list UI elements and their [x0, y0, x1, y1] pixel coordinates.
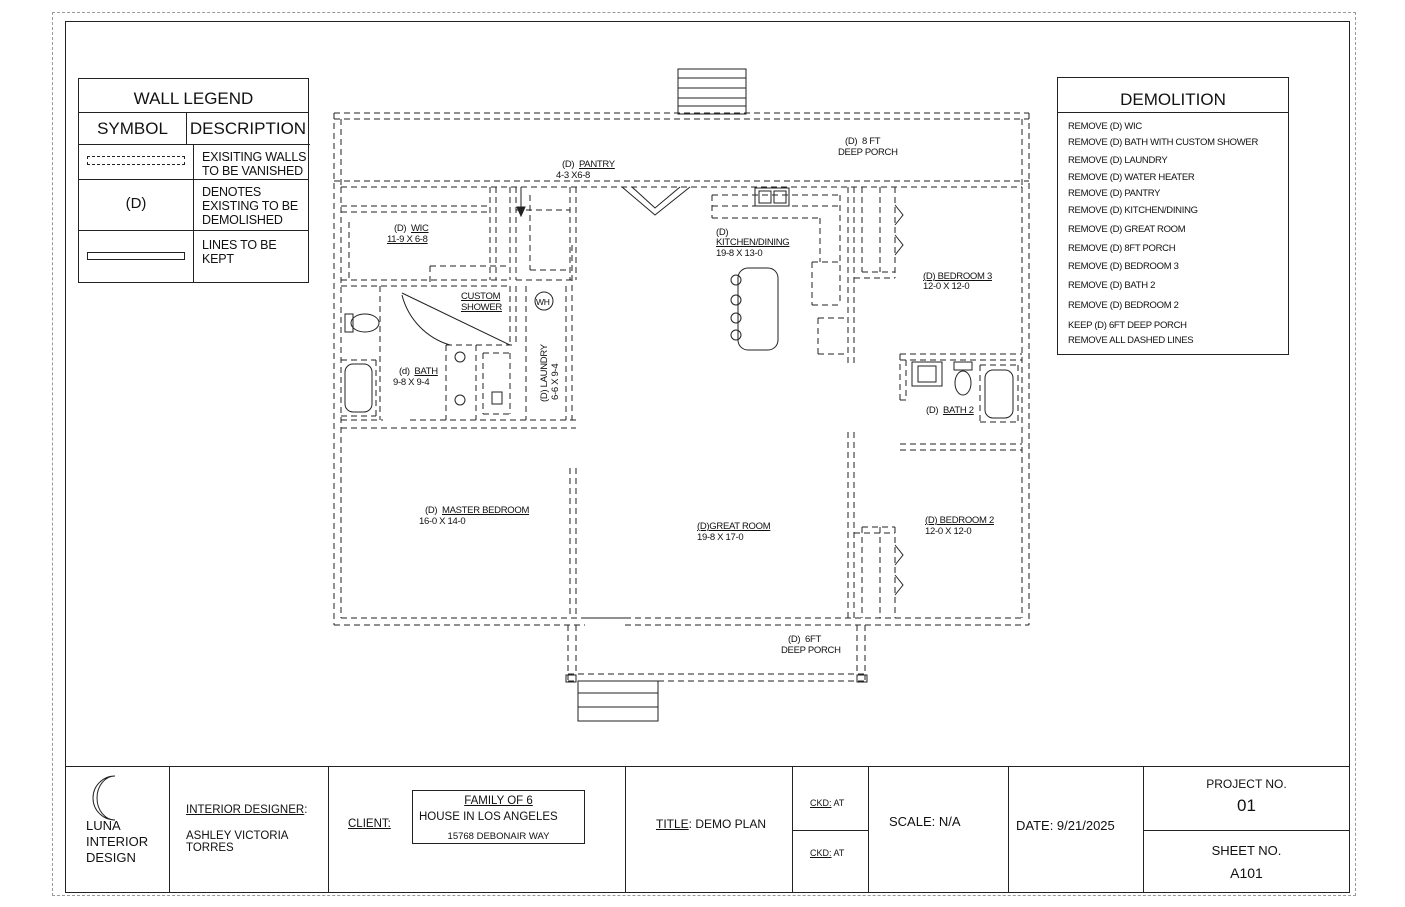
ckd-2-value: AT [831, 848, 845, 858]
divider [169, 767, 170, 893]
bath-name: BATH [414, 366, 438, 377]
bath2-prefix: (D) [926, 405, 943, 416]
logo-text-3: DESIGN [86, 850, 136, 865]
legend-row-description: DENOTES EXISTING TO BE DEMOLISHED [202, 185, 299, 227]
designer-label [186, 804, 307, 816]
client-line-3: 15768 DEBONAIR WAY [447, 831, 550, 842]
porch6-label-2: DEEP PORCH [781, 645, 841, 656]
client-line-2: HOUSE IN LOS ANGELES [419, 811, 558, 823]
logo-text-2: INTERIOR [86, 834, 149, 849]
title-label: TITLE [656, 817, 689, 831]
scale: SCALE: N/A [889, 814, 961, 829]
wic-label [394, 224, 429, 235]
great-room-name: (D)GREAT ROOM [697, 521, 771, 532]
demolition-item: REMOVE (D) KITCHEN/DINING [1068, 205, 1198, 216]
logo-text-1: LUNA [86, 818, 121, 833]
demolition-item: REMOVE (D) BATH WITH CUSTOM SHOWER [1068, 137, 1259, 148]
legend-symbol-header: SYMBOL [79, 113, 186, 145]
fixtures [345, 187, 1013, 595]
bath-prefix: (d) [399, 366, 415, 377]
wall-legend-title: WALL LEGEND [79, 79, 308, 113]
custom-shower-label-1: CUSTOM [461, 291, 501, 302]
pantry-label [562, 160, 615, 171]
master-name: MASTER BEDROOM [441, 505, 530, 516]
sheet-no: A101 [1230, 865, 1263, 881]
porch6-label-1: (D) 6FT [788, 634, 821, 645]
sheet-title [656, 817, 766, 831]
porch8-label-2: DEEP PORCH [838, 147, 898, 158]
kitchen-dims: 19-8 X 13-0 [716, 248, 763, 259]
demolish-symbol: (D) [125, 195, 147, 212]
laundry-label: (D) LAUNDRY [539, 344, 550, 402]
kitchen-name: KITCHEN/DINING [716, 237, 790, 248]
pantry-prefix: (D) [562, 159, 579, 170]
project-no: 01 [1237, 796, 1256, 815]
bath2-label [926, 406, 974, 417]
ckd-1-value: AT [831, 798, 845, 808]
bedroom3-name: (D) BEDROOM 3 [923, 271, 992, 282]
divider [625, 767, 626, 893]
wic-prefix: (D) [394, 223, 411, 234]
pantry-dims: 4-3 X6-8 [556, 170, 591, 181]
designer-name-2: TORRES [186, 842, 234, 854]
divider [328, 767, 329, 893]
legend-header-divider [186, 113, 187, 145]
divider [868, 767, 869, 893]
great-room-dims: 19-8 X 17-0 [697, 532, 744, 543]
dashed-wall-symbol [87, 156, 185, 165]
wic-name: WIC [410, 223, 429, 234]
legend-row [79, 145, 308, 180]
laundry-dims: 6-6 X 9-4 [550, 363, 561, 400]
divider [792, 830, 868, 831]
ckd-1-label: CKD: [810, 798, 832, 808]
demolition-item: KEEP (D) 6FT DEEP PORCH [1068, 320, 1187, 331]
sheet-no-label: SHEET NO. [1211, 843, 1282, 858]
water-heater-label: WH [536, 297, 550, 307]
wall-legend [78, 78, 309, 283]
moon-logo-icon [83, 773, 123, 823]
ckd-2-label: CKD: [810, 848, 832, 858]
master-dims: 16-0 X 14-0 [419, 516, 466, 527]
client-label: CLIENT: [348, 818, 391, 830]
divider [1008, 767, 1009, 893]
porch8-label-1: (D) 8 FT [845, 136, 881, 147]
demolition-item: REMOVE ALL DASHED LINES [1068, 335, 1194, 346]
client-line-1: FAMILY OF 6 [464, 795, 533, 807]
chimney [678, 69, 746, 114]
custom-shower-label-2: SHOWER [461, 302, 502, 313]
legend-row [79, 180, 308, 231]
bath2-name: BATH 2 [942, 405, 974, 416]
bedroom3-dims: 12-0 X 12-0 [923, 281, 970, 292]
demolition-item: REMOVE (D) GREAT ROOM [1068, 224, 1186, 235]
bedroom2-name: (D) BEDROOM 2 [925, 515, 994, 526]
divider [1143, 830, 1350, 831]
wic-dims: 11-9 X 6-8 [387, 234, 428, 245]
title-block [65, 766, 1350, 893]
existing-walls [334, 113, 1029, 681]
pantry-name: PANTRY [578, 159, 615, 170]
demolition-item: REMOVE (D) WIC [1068, 121, 1142, 132]
master-label [425, 506, 529, 517]
legend-description-header: DESCRIPTION [186, 113, 310, 145]
bedroom2-dims: 12-0 X 12-0 [925, 526, 972, 537]
demolition-notes [1057, 77, 1289, 355]
solid-wall-symbol [87, 252, 185, 260]
kitchen-label-1: (D) [716, 227, 729, 238]
bath-label [399, 367, 438, 378]
bath-dims: 9-8 X 9-4 [393, 377, 430, 388]
demolition-item: REMOVE (D) BATH 2 [1068, 280, 1156, 291]
designer-label-text: INTERIOR DESIGNER [186, 804, 305, 816]
master-prefix: (D) [425, 505, 442, 516]
date: DATE: 9/21/2025 [1016, 818, 1115, 833]
demolition-item: REMOVE (D) BEDROOM 3 [1068, 261, 1179, 272]
demolition-item: REMOVE (D) 8FT PORCH [1068, 243, 1176, 254]
demolition-item: REMOVE (D) PANTRY [1068, 188, 1161, 199]
project-no-label: PROJECT NO. [1206, 777, 1287, 791]
demolition-item: REMOVE (D) WATER HEATER [1068, 172, 1195, 183]
legend-row [79, 231, 308, 283]
demolition-item: REMOVE (D) LAUNDRY [1068, 155, 1168, 166]
ckd-1 [810, 798, 844, 808]
ckd-2 [810, 848, 844, 858]
legend-row-description: EXISITING WALLS TO BE VANISHED [202, 150, 307, 178]
title-value: : DEMO PLAN [688, 817, 767, 831]
designer-name-1: ASHLEY VICTORIA [186, 830, 289, 842]
demolition-item: REMOVE (D) BEDROOM 2 [1068, 300, 1179, 311]
kept-porch [566, 618, 867, 721]
legend-row-description: LINES TO BE KEPT [202, 238, 277, 266]
designer-label-colon: : [304, 804, 308, 816]
demolition-title: DEMOLITION [1058, 78, 1288, 113]
